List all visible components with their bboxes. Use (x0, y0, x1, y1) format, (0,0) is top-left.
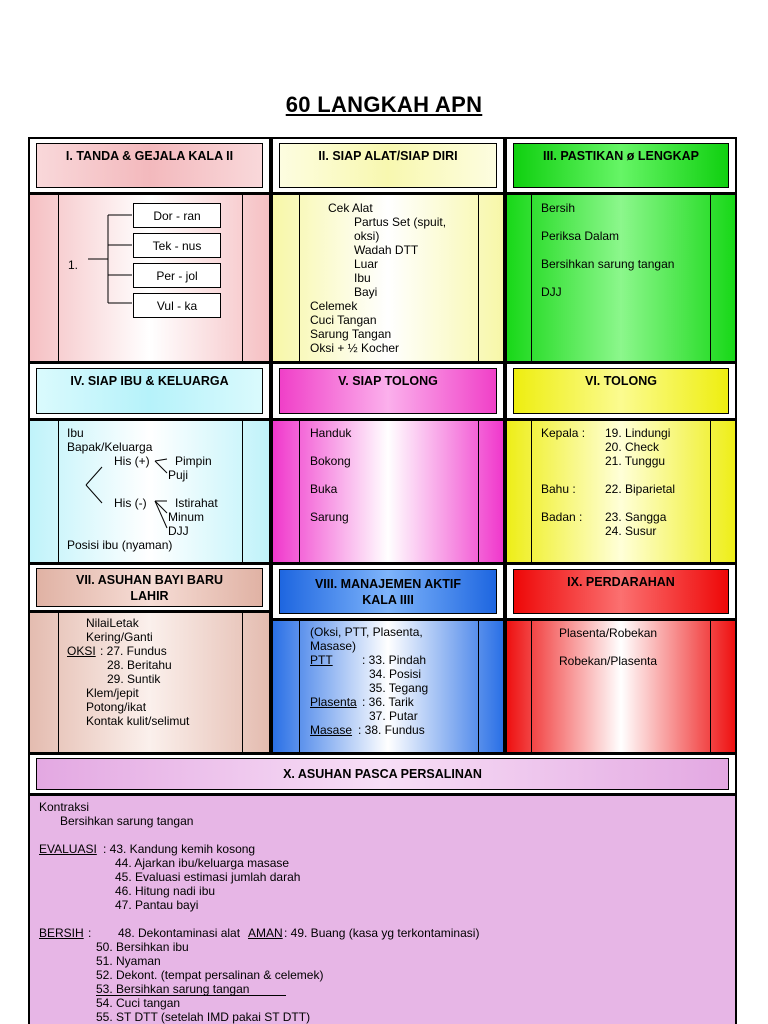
s2-line: Partus Set (spuit, (354, 215, 447, 229)
s8-line: (Oksi, PTT, Plasenta, (310, 625, 423, 639)
section-2-title: II. SIAP ALAT/SIAP DIRI (318, 149, 458, 163)
section-10-body (28, 794, 737, 1024)
section-7-header (28, 563, 271, 612)
s5-line: Buka (310, 482, 338, 496)
s10-line: : 49. Buang (kasa yg terkontaminasi) (284, 926, 480, 940)
s10-line: 51. Nyaman (96, 954, 161, 968)
s3-line: Periksa Dalam (541, 229, 620, 243)
s10-line: : 43. Kandung kemih kosong (103, 842, 256, 856)
s6-line: Kepala : (541, 426, 586, 440)
s5-line: Sarung (310, 510, 349, 524)
s6-line: 21. Tunggu (605, 454, 666, 468)
s6-line: 23. Sangga (605, 510, 667, 524)
s6-line: Bahu : (541, 482, 576, 496)
s5-line: Bokong (310, 454, 351, 468)
s10-line: Kontraksi (39, 800, 90, 814)
s4-line: Bapak/Keluarga (67, 440, 153, 454)
sign-box-1: Dor - ran (133, 203, 221, 228)
s7-line: Potong/ikat (86, 700, 147, 714)
s7-line: OKSI (67, 644, 96, 658)
section-4-header (28, 362, 271, 420)
s8-line: : 36. Tarik (362, 695, 414, 709)
s10-line: 55. ST DTT (setelah IMD pakai ST DTT) (96, 1010, 311, 1024)
section-6-body (505, 419, 737, 564)
s4-line: Puji (168, 468, 189, 482)
s10-line: 47. Pantau bayi (115, 898, 199, 912)
s4-line: His (+) (114, 454, 150, 468)
s3-line: Bersihkan sarung tangan (541, 257, 675, 271)
s10-line: AMAN (248, 926, 283, 940)
s6-line: 19. Lindungi (605, 426, 671, 440)
s2-line: oksi) (354, 229, 380, 243)
s2-line: Luar (354, 257, 379, 271)
section-1-title: I. TANDA & GEJALA KALA II (65, 149, 234, 163)
s4-line: His (-) (114, 496, 147, 510)
s8-line: 37. Putar (369, 709, 418, 723)
section-8-title-line1: VIII. MANAJEMEN AKTIF (314, 576, 462, 591)
s2-line: Wadah DTT (354, 243, 419, 257)
section-7-title-line2: LAHIR (130, 588, 169, 603)
s2-line: Celemek (310, 299, 358, 313)
s10-line: 48. Dekontaminasi alat (118, 926, 241, 940)
s2-line: Ibu (354, 271, 371, 285)
section-5-title: V. SIAP TOLONG (338, 374, 438, 388)
s10-line: Bersihkan sarung tangan (60, 814, 194, 828)
s8-line: : 33. Pindah (362, 653, 427, 667)
s2-line: Bayi (354, 285, 378, 299)
section-2-header (271, 137, 505, 194)
s6-line: 20. Check (605, 440, 660, 454)
s10-line: 53. Bersihkan sarung tangan (96, 982, 250, 996)
section-5-header (271, 362, 505, 420)
s9-line: Plasenta/Robekan (559, 626, 658, 640)
s10-line: 44. Ajarkan ibu/keluarga masase (115, 856, 290, 870)
s6-line: 24. Susur (605, 524, 657, 538)
section-3-header (505, 137, 737, 194)
s8-line: Masase (310, 723, 353, 737)
section-3-title: III. PASTIKAN ø LENGKAP (542, 149, 700, 163)
section-1-header (28, 137, 271, 194)
s8-line: Plasenta (310, 695, 357, 709)
section-6-title: VI. TOLONG (585, 374, 657, 388)
sign-box-4: Vul - ka (133, 293, 221, 318)
s3-line: Bersih (541, 201, 576, 215)
s4-line: DJJ (168, 524, 189, 538)
s7-line: NilaiLetak (86, 616, 139, 630)
section-8-body (271, 619, 505, 754)
s7-line: Kontak kulit/selimut (86, 714, 190, 728)
s8-line: : 38. Fundus (358, 723, 425, 737)
s7-line: 28. Beritahu (107, 658, 172, 672)
section-7-title-line1: VII. ASUHAN BAYI BARU (75, 572, 223, 587)
s6-line: 22. Biparietal (605, 482, 676, 496)
section-8-header (271, 563, 505, 620)
section-7-body (28, 611, 271, 754)
s5-line: Handuk (310, 426, 352, 440)
s4-line: Ibu (67, 426, 84, 440)
s4-line: Posisi ibu (nyaman) (67, 538, 173, 552)
s3-line: DJJ (541, 285, 562, 299)
s8-line: 35. Tegang (369, 681, 429, 695)
s4-line: Istirahat (175, 496, 218, 510)
s10-line: EVALUASI (39, 842, 97, 856)
sign-box-2: Tek - nus (133, 233, 221, 258)
s7-line: Klem/jepit (86, 686, 139, 700)
section-9-title: IX. PERDARAHAN (567, 575, 675, 589)
sign-box-3: Per - jol (133, 263, 221, 288)
s8-line: Masase) (310, 639, 357, 653)
s7-line: Kering/Ganti (86, 630, 153, 644)
s7-line: : 27. Fundus (100, 644, 167, 658)
page-title: 60 LANGKAH APN (285, 92, 483, 117)
section-4-title: IV. SIAP IBU & KELUARGA (70, 374, 229, 388)
s10-line: 52. Dekont. (tempat persalinan & celemek) (96, 968, 324, 982)
section-9-header (505, 563, 737, 620)
s2-line: Oksi + ½ Kocher (310, 341, 400, 355)
section-10-header (28, 753, 737, 795)
s2-line: Cek Alat (328, 201, 373, 215)
section-4-body (28, 419, 271, 564)
section-8-title-line2: KALA IIII (362, 592, 414, 607)
s10-line: 46. Hitung nadi ibu (115, 884, 216, 898)
s4-line: Minum (168, 510, 205, 524)
section-2-body (271, 193, 505, 363)
s4-line: Pimpin (175, 454, 212, 468)
section-9-body (505, 619, 737, 754)
section-3-body (505, 193, 737, 363)
section-5-body (271, 419, 505, 564)
s7-line: 29. Suntik (107, 672, 161, 686)
section-10-title: X. ASUHAN PASCA PERSALINAN (283, 767, 482, 781)
section-1-body (28, 193, 271, 363)
s10-line: : (88, 926, 92, 940)
s10-line: 54. Cuci tangan (96, 996, 181, 1010)
s8-line: PTT (310, 653, 333, 667)
s2-line: Cuci Tangan (310, 313, 377, 327)
s10-line: 50. Bersihkan ibu (96, 940, 189, 954)
s6-line: Badan : (541, 510, 583, 524)
s9-line: Robekan/Plasenta (559, 654, 658, 668)
s2-line: Sarung Tangan (310, 327, 392, 341)
s10-line: 45. Evaluasi estimasi jumlah darah (115, 870, 301, 884)
item-number: 1. (68, 258, 79, 272)
s10-line: BERSIH (39, 926, 84, 940)
s8-line: 34. Posisi (369, 667, 422, 681)
section-6-header (505, 362, 737, 420)
